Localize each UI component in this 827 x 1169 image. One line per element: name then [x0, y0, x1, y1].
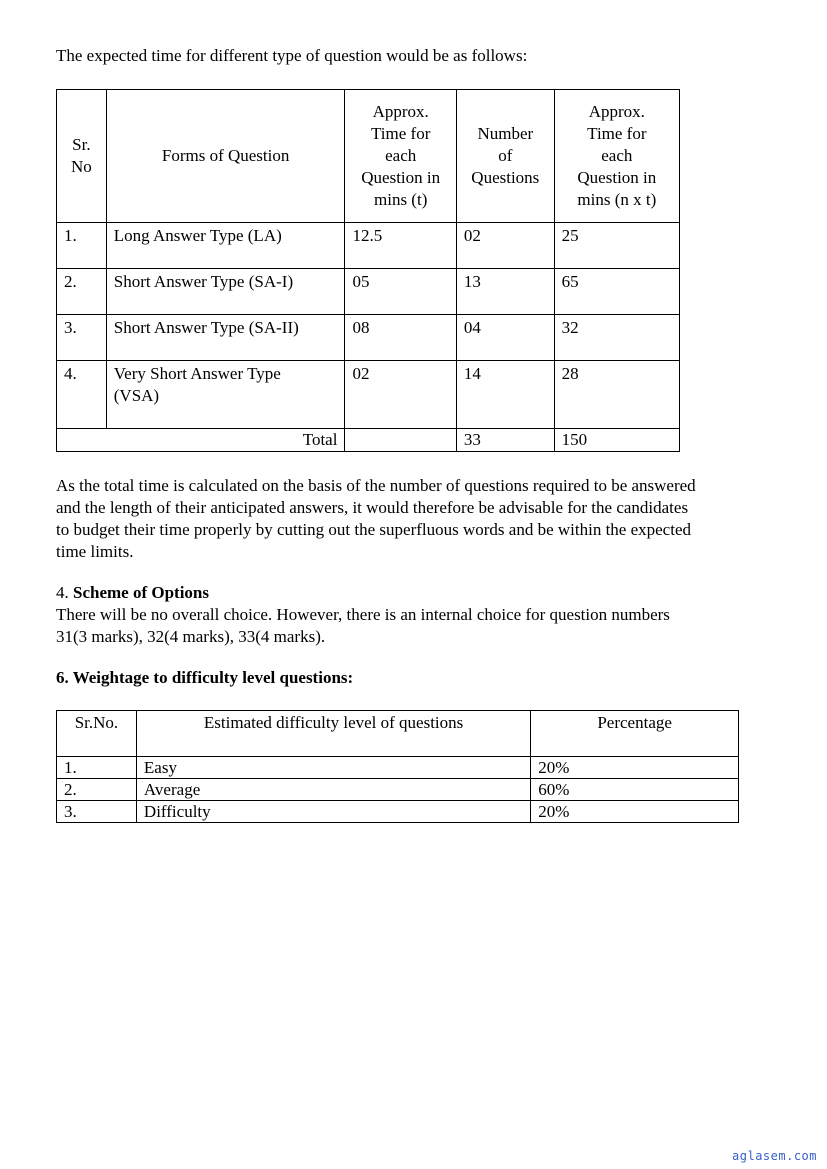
cell-time: 08	[345, 315, 456, 361]
header-number-line: Number	[477, 124, 534, 143]
scheme-line: There will be no overall choice. However, there is an internal choice for question numbers	[56, 605, 670, 624]
paragraph-line: and the length of their anticipated answers, it would therefore be advisable for the candidates	[56, 498, 689, 517]
scheme-number: 4.	[56, 583, 69, 602]
table-row	[57, 315, 680, 361]
header-time-line: Question in	[361, 168, 441, 187]
header-time	[345, 90, 456, 223]
cell-sr: 2.	[57, 779, 137, 801]
paragraph-line: As the total time is calculated on the basis of the number of questions required to be answered	[56, 476, 696, 495]
time-table-header	[57, 90, 680, 223]
scheme-line: 31(3 marks), 32(4 marks), 33(4 marks).	[56, 627, 326, 646]
cell-total: 28	[554, 361, 679, 429]
cell-percentage: 60%	[531, 779, 739, 801]
paragraph-line: time limits.	[56, 542, 134, 561]
header-sr-line: Sr.	[72, 135, 91, 154]
cell-time: 12.5	[345, 223, 456, 269]
cell-total: 32	[554, 315, 679, 361]
table-row	[57, 757, 739, 779]
cell-time: 02	[345, 361, 456, 429]
header-total-line: Question in	[577, 168, 657, 187]
cell-number: 04	[456, 315, 554, 361]
header-number-line: Questions	[471, 168, 540, 187]
cell-number: 02	[456, 223, 554, 269]
cell-level: Average	[136, 779, 530, 801]
total-row	[57, 429, 680, 452]
explanation-paragraph	[56, 475, 696, 563]
header-sr	[57, 90, 107, 223]
table-row	[57, 223, 680, 269]
cell-percentage: 20%	[531, 801, 739, 823]
cell-level: Difficulty	[136, 801, 530, 823]
header-time-line: each	[385, 146, 417, 165]
header-form-line: Forms of Question	[161, 146, 290, 165]
total-time	[345, 429, 456, 452]
cell-time: 05	[345, 269, 456, 315]
cell-sr: 1.	[57, 223, 107, 269]
cell-sr: 1.	[57, 757, 137, 779]
cell-form: Long Answer Type (LA)	[106, 223, 345, 269]
scheme-heading-line	[56, 582, 670, 604]
cell-number: 13	[456, 269, 554, 315]
cell-total: 25	[554, 223, 679, 269]
header-form	[106, 90, 345, 223]
header-sr-line: No	[70, 157, 92, 176]
header-time-line: Time for	[371, 124, 431, 143]
cell-total: 65	[554, 269, 679, 315]
total-label: Total	[57, 429, 345, 452]
time-table	[56, 89, 680, 452]
header-number-line: of	[498, 146, 513, 165]
table-row	[57, 269, 680, 315]
cell-sr: 2.	[57, 269, 107, 315]
header-srno: Sr.No.	[57, 711, 137, 757]
cell-number: 14	[456, 361, 554, 429]
paragraph-line: to budget their time properly by cutting out the superfluous words and be within the expected	[56, 520, 691, 539]
table-row	[57, 779, 739, 801]
header-number	[456, 90, 554, 223]
difficulty-table-header	[57, 711, 739, 757]
cell-form	[106, 361, 345, 429]
cell-level: Easy	[136, 757, 530, 779]
scheme-of-options	[56, 582, 670, 648]
watermark-link[interactable]: aglasem.com	[732, 1149, 817, 1163]
difficulty-table	[56, 710, 739, 823]
cell-form: Short Answer Type (SA-I)	[106, 269, 345, 315]
cell-form-line: (VSA)	[113, 386, 160, 405]
cell-sr: 3.	[57, 801, 137, 823]
table-row	[57, 801, 739, 823]
header-total-line: Approx.	[588, 102, 645, 121]
header-total-line: Time for	[587, 124, 647, 143]
header-total-time	[554, 90, 679, 223]
cell-percentage: 20%	[531, 757, 739, 779]
header-total-line: each	[601, 146, 633, 165]
total-minutes: 150	[554, 429, 679, 452]
cell-form: Short Answer Type (SA-II)	[106, 315, 345, 361]
intro-text: The expected time for different type of question would be as follows:	[56, 46, 528, 65]
header-time-line: mins (t)	[374, 190, 428, 209]
cell-sr: 4.	[57, 361, 107, 429]
header-total-line: mins (n x t)	[577, 190, 657, 209]
table-row	[57, 361, 680, 429]
header-time-line: Approx.	[372, 102, 429, 121]
scheme-heading: Scheme of Options	[73, 583, 209, 602]
cell-sr: 3.	[57, 315, 107, 361]
cell-form-line: Very Short Answer Type	[113, 364, 281, 383]
weightage-heading: 6. Weightage to difficulty level questions:	[56, 668, 354, 687]
header-difficulty: Estimated difficulty level of questions	[136, 711, 530, 757]
total-number: 33	[456, 429, 554, 452]
header-percentage: Percentage	[531, 711, 739, 757]
